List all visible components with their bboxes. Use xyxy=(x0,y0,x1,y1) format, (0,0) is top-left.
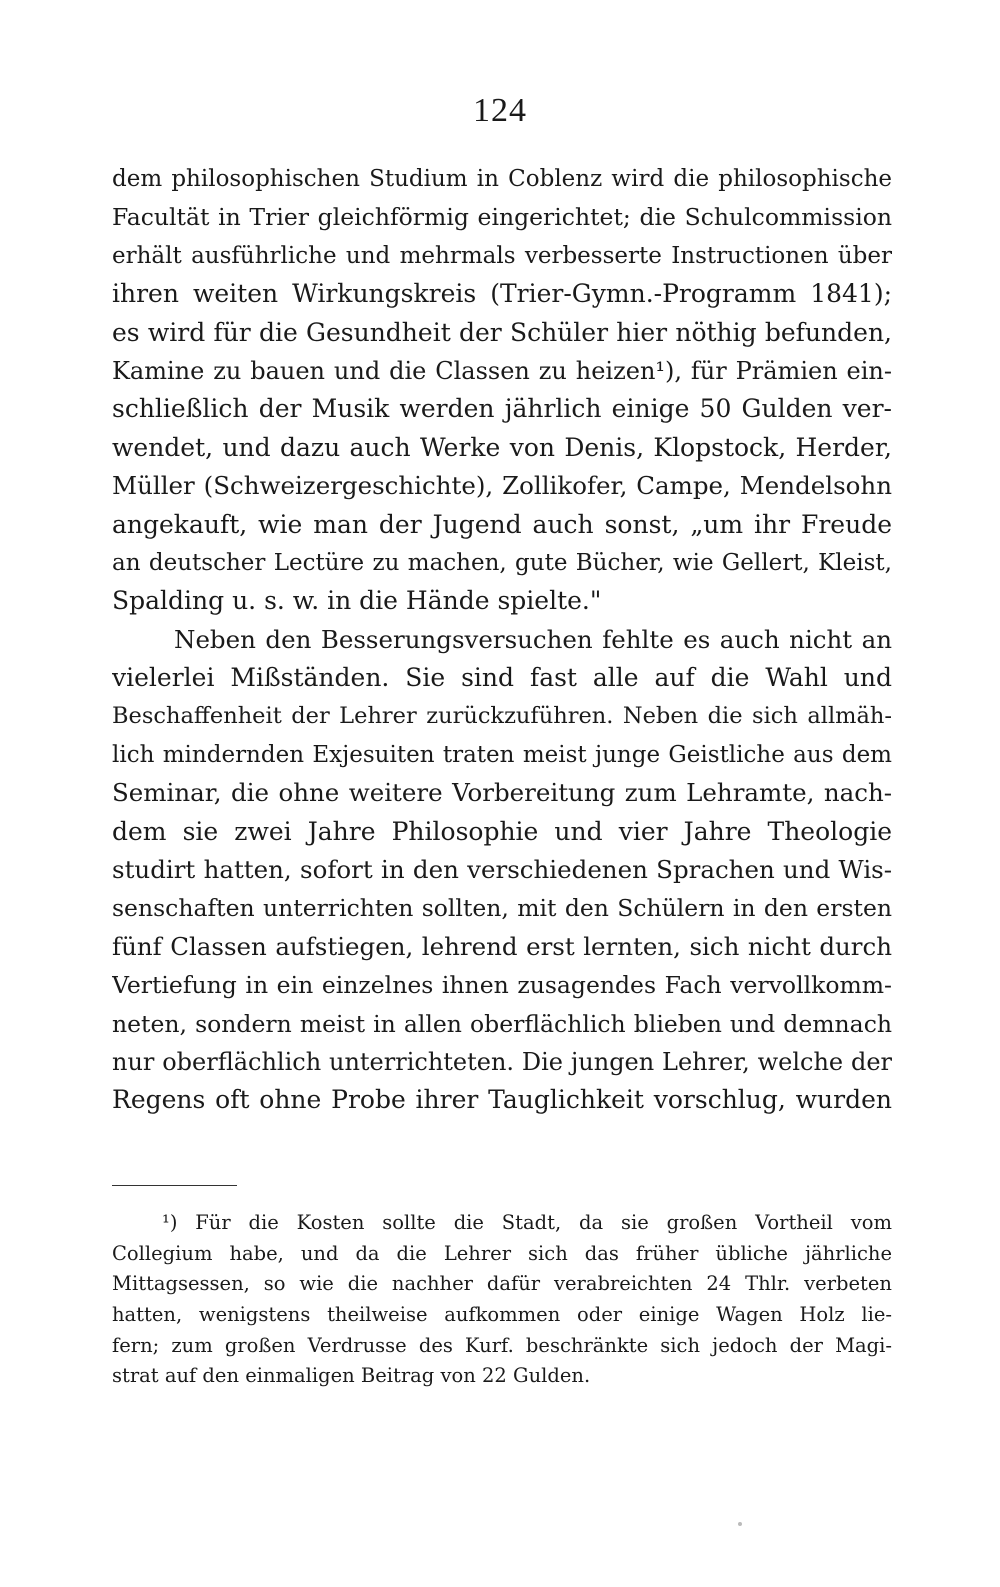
text-line: studirt hatten, sofort in den verschiedenen Sprachen und Wis- xyxy=(112,855,892,885)
text-line: Facultät in Trier gleichförmig eingerichtet; die Schulcommission xyxy=(112,203,892,232)
paper-speck xyxy=(738,1522,742,1526)
text-line: Kamine zu bauen und die Classen zu heizen¹), für Prämien ein- xyxy=(112,356,892,385)
footnote-line: strat auf den einmaligen Beitrag von 22 Gulden. xyxy=(112,1364,591,1388)
text-line: dem sie zwei Jahre Philosophie und vier Jahre Theologie xyxy=(112,816,892,846)
text-line: senschaften unterrichten sollten, mit den Schülern in den ersten xyxy=(112,894,892,923)
footnote xyxy=(112,1208,892,1392)
page-number: 124 xyxy=(473,92,527,129)
footnote-line: ¹) Für die Kosten sollte die Stadt, da sie großen Vortheil vom xyxy=(162,1211,892,1234)
text-line: nur oberflächlich unterrichteten. Die jungen Lehrer, welche der xyxy=(112,1047,892,1076)
text-line: fünf Classen aufstiegen, lehrend erst lernten, sich nicht durch xyxy=(112,931,892,961)
text-line: Regens oft ohne Probe ihrer Tauglichkeit vorschlug, wurden xyxy=(112,1085,892,1115)
main-text xyxy=(112,160,892,1120)
text-line: an deutscher Lectüre zu machen, gute Bücher, wie Gellert, Kleist, xyxy=(112,549,892,576)
text-line: Vertiefung in ein einzelnes ihnen zusagendes Fach vervollkomm- xyxy=(112,971,892,1000)
text-line: lich mindernden Exjesuiten traten meist junge Geistliche aus dem xyxy=(112,741,892,768)
text-line: es wird für die Gesundheit der Schüler hier nöthig befunden, xyxy=(112,317,892,347)
footnote-line: Mittagsessen, so wie die nachher dafür verabreichten 24 Thlr. verbeten xyxy=(112,1272,892,1296)
text-line: Seminar, die ohne weitere Vorbereitung zum Lehramte, nach- xyxy=(112,778,892,808)
text-line: Spalding u. s. w. in die Hände spielte." xyxy=(112,586,602,616)
text-line: Müller (Schweizergeschichte), Zollikofer, Campe, Mendelsohn xyxy=(112,471,892,501)
text-line: Beschaffenheit der Lehrer zurückzuführen. Neben die sich allmäh- xyxy=(112,703,892,730)
paragraph-start-line: Neben den Besserungsversuchen fehlte es auch nicht an xyxy=(174,624,892,654)
footnote-divider xyxy=(112,1185,237,1186)
text-line: dem philosophischen Studium in Coblenz wird die philosophische xyxy=(112,166,892,192)
text-line: ihren weiten Wirkungskreis (Trier-Gymn.-Programm 1841); xyxy=(112,279,892,309)
text-line: neten, sondern meist in allen oberflächlich blieben und demnach xyxy=(112,1009,892,1038)
text-line: erhält ausführliche und mehrmals verbesserte Instructionen über xyxy=(112,242,892,269)
text-line: schließlich der Musik werden jährlich einige 50 Gulden ver- xyxy=(112,394,892,424)
text-line: wendet, und dazu auch Werke von Denis, Klopstock, Herder, xyxy=(112,432,892,462)
text-line: vielerlei Mißständen. Sie sind fast alle auf die Wahl und xyxy=(112,663,892,693)
footnote-line: fern; zum großen Verdrusse des Kurf. beschränkte sich jedoch der Magi- xyxy=(112,1333,892,1357)
footnote-line: hatten, wenigstens theilweise aufkommen oder einige Wagen Holz lie- xyxy=(112,1303,892,1327)
footnote-line: Collegium habe, und da die Lehrer sich das früher übliche jährliche xyxy=(112,1241,892,1265)
text-line: angekauft, wie man der Jugend auch sonst, „um ihr Freude xyxy=(112,509,892,539)
